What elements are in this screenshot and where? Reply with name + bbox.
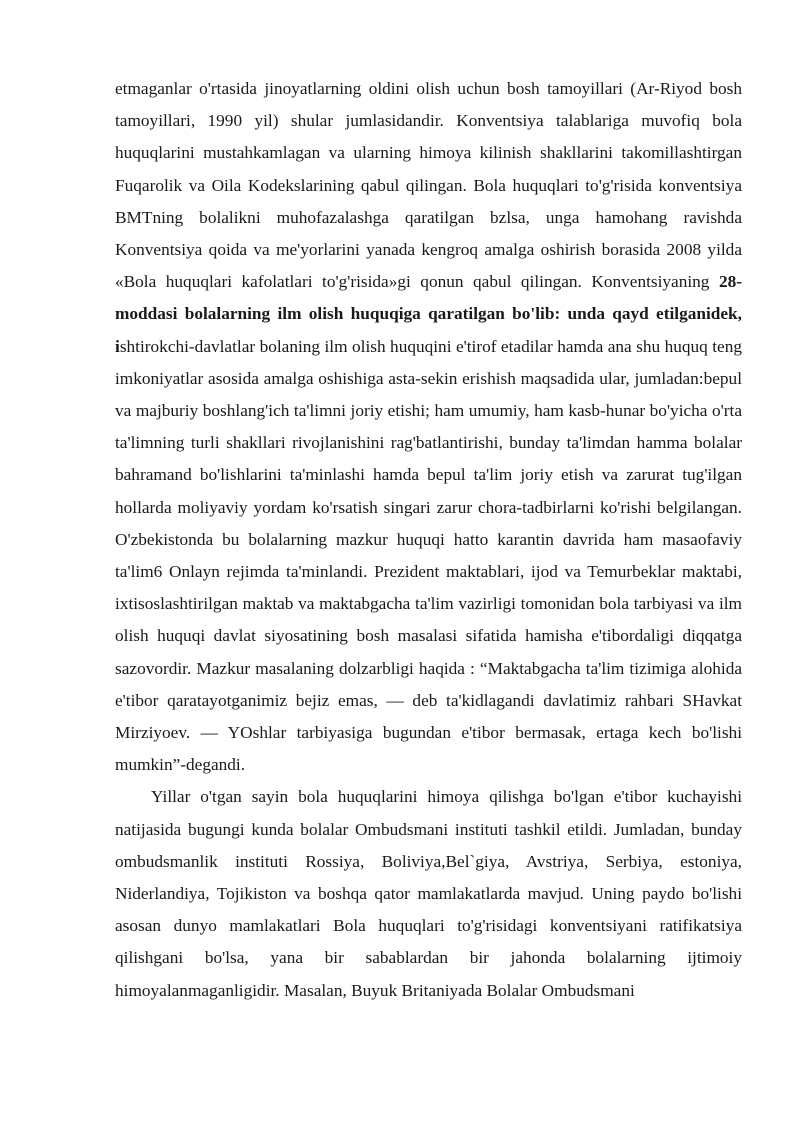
paragraph-1 [115,73,742,781]
paragraph-2: Yillar o'tgan sayin bola huquqlarini himoya qilishga bo'lgan e'tibor kuchayishi natijasida bugungi kunda bolalar Ombudsmani instituti tashkil etildi. Jumladan, bunday ombudsmanlik instituti Rossiya, Boliviya,Bel`giya, Avstriya, Serbiya, estoniya, Niderlandiya, Tojikiston va boshqa qator mamlakatlarda mavjud. Uning paydo bo'lishi asosan dunyo mamlakatlari Bola huquqlari to'g'risidagi konventsiyani ratifikatsiya qilishgani bo'lsa, yana bir sabablardan bir jahonda bolalarning ijtimoiy himoyalanmaganligidir. Masalan, Buyuk Britaniyada Bolalar Ombudsmani [115,787,742,1000]
paragraph-1-text-end: shtirokchi-davlatlar bolaning ilm olish huquqini e'tirof etadilar hamda ana shu huquq teng imkoniyatlar asosida amalga oshishiga asta-sekin erishish maqsadida ular, jumladan:bepul va majburiy boshlang'ich ta'limni joriy etishi; ham umumiy, ham kasb-hunar bo'yicha o'rta ta'limning turli shakllari rivojlanishini rag'batlantirishi, bunday ta'limdan hamma bolalar bahramand bo'lishlarini ta'minlashi hamda bepul ta'lim joriy etish va zarurat tug'ilgan hollarda moliyaviy yordam ko'rsatish singari zarur chora-tadbirlarni ko'rishi belgilangan. O'zbekistonda bu bolalarning mazkur huquqi hatto karantin davrida ham masaofaviy ta'lim6 Onlayn rejimda ta'minlandi. Prezident maktablari, ijod va Temurbeklar maktabi, ixtisoslashtirilgan maktab va maktabgacha ta'lim vazirligi tomonidan bola tarbiyasi va ilm olish huquqi davlat siyosatining bosh masalasi sifatida hamisha e'tibordaligi diqqatga sazovordir. Mazkur masalaning dolzarbligi haqida : “Maktabgacha ta'lim tizimiga alohida e'tibor qaratayotganimiz bejiz emas, — deb ta'kidlagandi davlatimiz rahbari SHavkat Mirziyoev. — YOshlar tarbiyasiga bugundan e'tibor bermasak, ertaga kech bo'lishi mumkin”-degandi. [115,336,742,775]
paragraph-1-bold-text: 28-moddasi bolalarning ilm olish huquqiga qaratilgan bo'lib: unda qayd etilganidek, i [115,272,742,356]
document-page [115,73,742,1007]
paragraph-1-text-start: etmaganlar o'rtasida jinoyatlarning oldini olish uchun bosh tamoyillari (Ar-Riyod bosh tamoyillari, 1990 yil) shular jumlasidandir. Konventsiya talablariga muvofiq bola huquqlarini mustahkamlagan va ularning himoya kilinish shakllarini takomillashtirgan Fuqarolik va Oila Kodekslarining qabul qilingan. Bola huquqlari to'g'risida konventsiya BMTning bolalikni muhofazalashga qaratilgan bzlsa, unga hamohang ravishda Konventsiya qoida va me'yorlarini yanada kengroq amalga oshirish borasida 2008 yilda «Bola huquqlari kafolatlari to'g'risida»gi qonun qabul qilingan. Konventsiyaning [115,79,742,292]
